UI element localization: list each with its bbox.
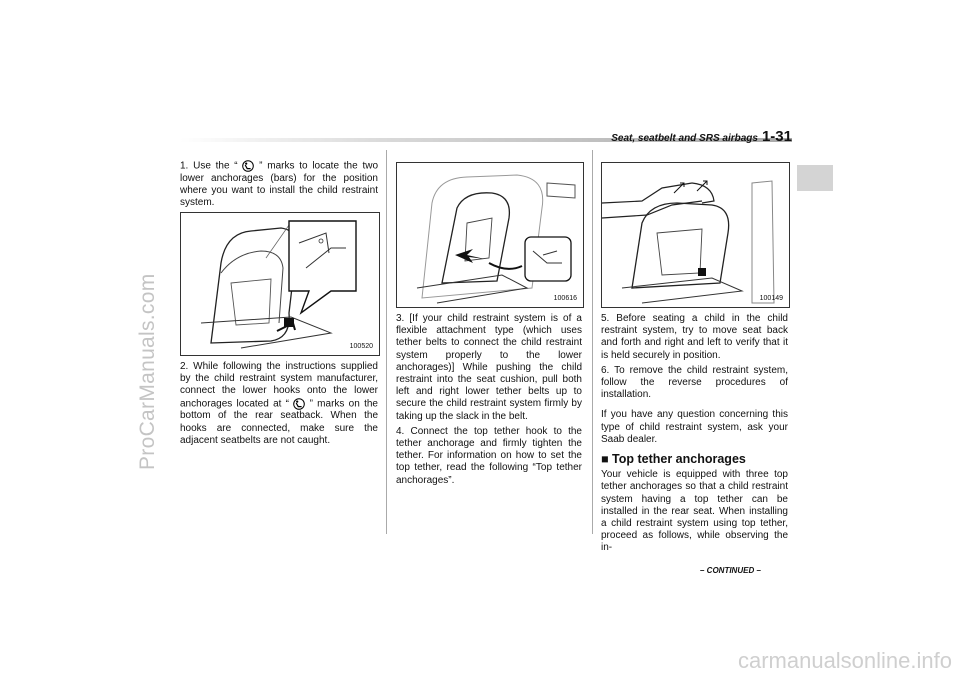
seat-check-illustration bbox=[602, 163, 789, 307]
child-seat-anchor-icon bbox=[293, 398, 305, 410]
column-3 bbox=[601, 313, 788, 558]
child-seat-tether-illustration bbox=[397, 163, 583, 307]
page-number: 1-31 bbox=[761, 128, 792, 145]
bottom-watermark: carmanualsonline.info bbox=[737, 648, 952, 673]
figure-flexible-attachment bbox=[396, 162, 584, 308]
page-header bbox=[611, 128, 792, 145]
side-watermark: ProCarManuals.com bbox=[136, 273, 159, 470]
figure-code: 100149 bbox=[759, 295, 783, 302]
child-seat-illustration bbox=[181, 213, 379, 355]
step-2-text-a: 2. While following the instructions supplied by the child restraint system manufacturer, connect the lower hooks onto the lower anchorages located at “ bbox=[180, 361, 378, 410]
dealer-note: If you have any question concerning this type of child restraint system, ask your Saab dealer. bbox=[601, 409, 788, 445]
top-tether-intro: Your vehicle is equipped with three top tether anchorages so that a child restraint system having a top tether can be installed in the rear seat. When installing a child restraint system using top tether, proceed as follows, while observing the in- bbox=[601, 469, 788, 554]
step-1-text-b: ” marks to locate the two lower anchorages (bars) for the position where you want to install the child restraint system. bbox=[180, 160, 379, 209]
column-divider bbox=[592, 150, 593, 534]
chapter-tab bbox=[797, 165, 833, 191]
child-seat-anchor-icon bbox=[242, 160, 254, 172]
column-1-lower bbox=[180, 361, 378, 450]
step-1-text bbox=[180, 160, 378, 209]
step-2-text-b: ” marks on the bottom of the rear seatback. When the hooks are connected, make sure the adjacent seatbelts are not caught. bbox=[180, 398, 378, 446]
section-title: Seat, seatbelt and SRS airbags bbox=[611, 133, 758, 144]
figure-code: 100520 bbox=[349, 343, 373, 350]
continued-label: – CONTINUED – bbox=[700, 566, 761, 575]
column-divider bbox=[386, 150, 387, 534]
step-1-text-a: 1. Use the “ bbox=[180, 160, 238, 172]
figure-lower-anchorages bbox=[180, 212, 380, 356]
figure-verify-secure bbox=[601, 162, 790, 308]
column-2 bbox=[396, 313, 582, 490]
column-1 bbox=[180, 160, 378, 212]
figure-code: 100616 bbox=[553, 295, 577, 302]
section-heading-top-tether: ■ Top tether anchorages bbox=[601, 452, 746, 467]
step-2-text bbox=[180, 361, 378, 447]
step-4-text: 4. Connect the top tether hook to the tether anchorage and firmly tighten the tether. For information on how to set the top tether, read the following “Top tether anchorages”. bbox=[396, 425, 582, 486]
step-3-text: 3. [If your child restraint system is of a flexible attachment type (which uses tether belts to connect the child restraint system properly to the lower anchorages)] While pushing the child restraint into the seat cushion, pull both left and right lower tether belts up to secure the child restraint system firmly by taking up the slack in the belt. bbox=[396, 313, 582, 422]
step-5-text: 5. Before seating a child in the child restraint system, try to move seat back and forth and right and left to verify that it is held securely in position. bbox=[601, 313, 788, 361]
step-6-text: 6. To remove the child restraint system, follow the reverse procedures of installation. bbox=[601, 364, 788, 401]
